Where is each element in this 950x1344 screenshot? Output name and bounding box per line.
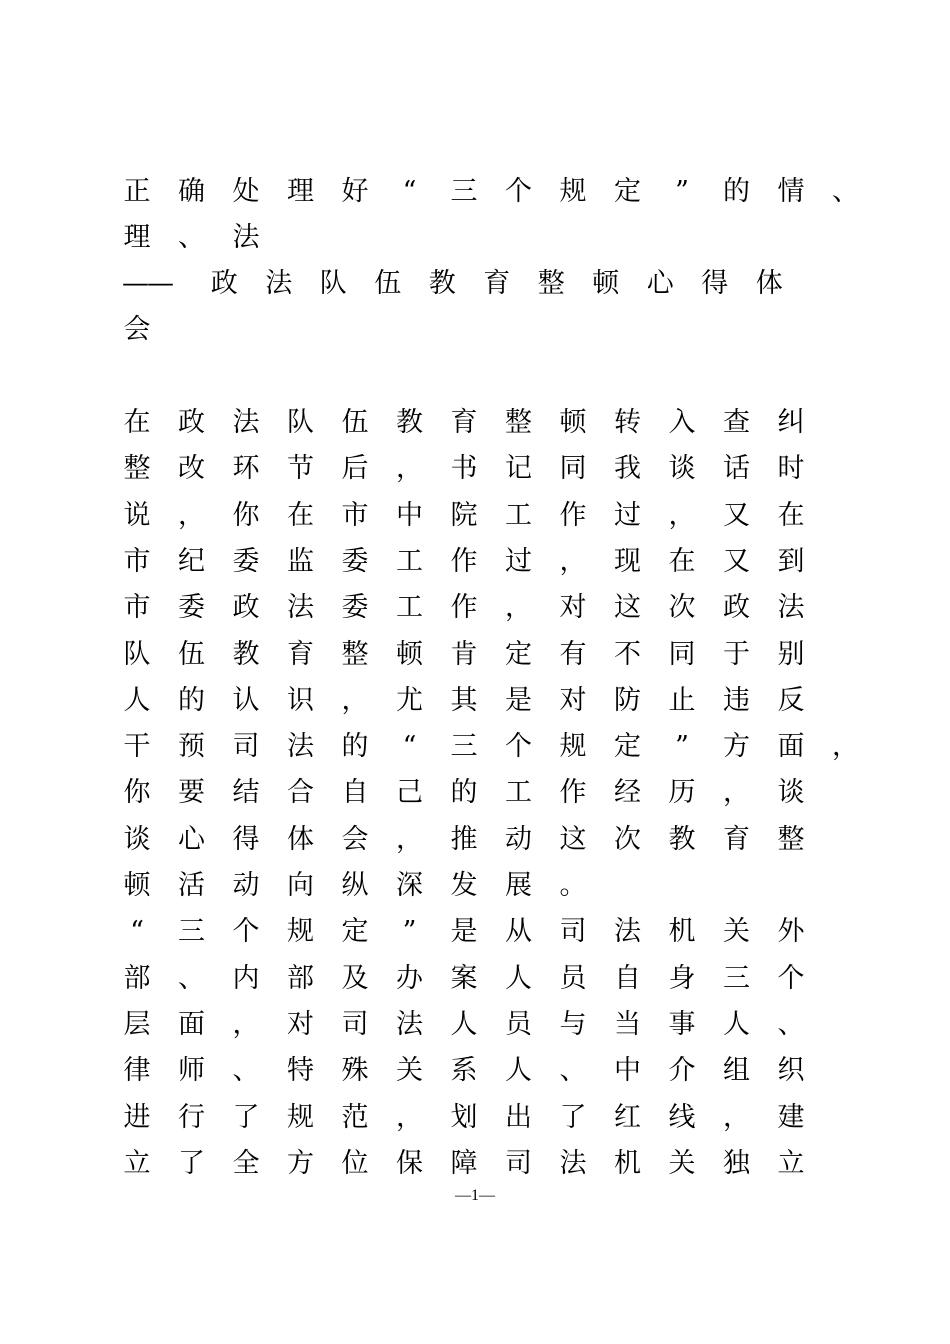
glyph: ， xyxy=(232,1008,260,1040)
glyph: 规 xyxy=(287,1101,314,1133)
glyph: 当 xyxy=(614,1008,641,1040)
glyph: 推 xyxy=(450,823,478,855)
glyph: 伍 xyxy=(341,407,369,438)
glyph: 谈 xyxy=(123,823,151,855)
glyph: 顿 xyxy=(396,638,423,670)
glyph: 政 xyxy=(210,268,238,299)
glyph: 介 xyxy=(668,1055,696,1087)
glyph: 育 xyxy=(723,823,750,855)
glyph: ， xyxy=(505,592,532,624)
glyph: 、 xyxy=(777,1008,805,1040)
glyph: 出 xyxy=(505,1101,532,1133)
glyph: 育 xyxy=(483,268,511,299)
glyph: 确 xyxy=(178,176,205,207)
glyph: 规 xyxy=(559,731,587,763)
glyph: 这 xyxy=(559,823,587,855)
glyph: 得 xyxy=(232,823,260,855)
glyph: 了 xyxy=(559,1101,587,1133)
glyph: 我 xyxy=(614,453,641,485)
glyph: 在 xyxy=(668,545,696,577)
glyph: 司 xyxy=(341,1008,369,1040)
glyph: 队 xyxy=(287,407,314,438)
glyph: 人 xyxy=(450,1008,478,1040)
glyph: 队 xyxy=(123,638,151,670)
glyph: 人 xyxy=(505,962,532,994)
glyph: 整 xyxy=(777,823,805,855)
glyph: 司 xyxy=(559,916,587,948)
glyph: 深 xyxy=(396,870,423,901)
glyph: 面 xyxy=(178,1008,205,1040)
glyph: 系 xyxy=(450,1055,478,1087)
glyph: 独 xyxy=(723,1147,750,1179)
glyph: 教 xyxy=(428,268,456,299)
glyph: 纵 xyxy=(341,870,369,901)
glyph: 定 xyxy=(614,176,641,207)
glyph: 人 xyxy=(123,684,151,716)
glyph: 动 xyxy=(505,823,532,855)
glyph: ， xyxy=(723,777,750,809)
glyph: 历 xyxy=(668,777,696,809)
glyph: 委 xyxy=(341,592,369,624)
glyph: 组 xyxy=(723,1055,750,1087)
glyph: 顿 xyxy=(592,268,620,299)
title-line-1 xyxy=(0,172,950,212)
glyph: 情 xyxy=(777,176,805,207)
glyph: ， xyxy=(832,731,859,763)
glyph: 是 xyxy=(450,916,478,948)
glyph: 教 xyxy=(668,823,696,855)
glyph: 在 xyxy=(777,499,805,531)
glyph: 人 xyxy=(505,1055,532,1087)
glyph: ” xyxy=(402,916,417,948)
glyph: 范 xyxy=(341,1101,369,1133)
glyph: 教 xyxy=(396,407,423,438)
glyph: 到 xyxy=(777,545,805,577)
glyph: 机 xyxy=(668,916,696,948)
glyph: 层 xyxy=(123,1008,151,1040)
glyph: 位 xyxy=(341,1147,369,1179)
body-line xyxy=(0,542,950,582)
glyph: “ xyxy=(402,731,417,763)
glyph: 定 xyxy=(505,638,532,670)
glyph: 自 xyxy=(614,962,641,994)
glyph: 入 xyxy=(668,407,696,438)
glyph: 经 xyxy=(614,777,641,809)
glyph: 作 xyxy=(450,545,478,577)
glyph: 整 xyxy=(505,407,532,438)
glyph: 内 xyxy=(232,962,260,994)
body-line xyxy=(0,773,950,813)
glyph: 作 xyxy=(559,499,587,531)
glyph: 工 xyxy=(396,545,423,577)
glyph: 个 xyxy=(505,176,532,207)
glyph: 的 xyxy=(341,731,369,763)
glyph: 委 xyxy=(341,545,369,577)
glyph: 特 xyxy=(287,1055,314,1087)
glyph: 全 xyxy=(232,1147,260,1179)
glyph: 委 xyxy=(178,592,205,624)
glyph: 动 xyxy=(232,870,260,901)
glyph: 、 xyxy=(178,222,205,253)
glyph: 三 xyxy=(450,731,478,763)
glyph: 顿 xyxy=(559,407,587,438)
glyph: 外 xyxy=(777,916,805,948)
glyph: 工 xyxy=(505,499,532,531)
glyph: 发 xyxy=(450,870,478,901)
glyph: 整 xyxy=(537,268,565,299)
glyph: 关 xyxy=(723,916,750,948)
glyph: 的 xyxy=(178,684,205,716)
glyph: 过 xyxy=(505,545,532,577)
glyph: 后 xyxy=(341,453,369,485)
subtitle-line-2 xyxy=(0,310,950,350)
glyph: 方 xyxy=(287,1147,314,1179)
glyph: 方 xyxy=(723,731,750,763)
glyph: 作 xyxy=(559,777,587,809)
glyph: 、 xyxy=(178,962,205,994)
glyph: 整 xyxy=(341,638,369,670)
glyph: ， xyxy=(559,545,587,577)
body-line xyxy=(0,496,950,536)
glyph: 障 xyxy=(450,1147,478,1179)
glyph: 了 xyxy=(178,1147,205,1179)
body-line xyxy=(0,866,950,906)
glyph: 尤 xyxy=(396,684,423,716)
glyph: 保 xyxy=(396,1147,423,1179)
glyph: 立 xyxy=(777,1147,805,1179)
glyph: 教 xyxy=(232,638,260,670)
glyph: 法 xyxy=(287,592,314,624)
glyph: 了 xyxy=(232,1101,260,1133)
glyph: 案 xyxy=(450,962,478,994)
body-line xyxy=(0,727,950,767)
glyph: 止 xyxy=(668,684,696,716)
glyph: 的 xyxy=(723,176,750,207)
glyph: 关 xyxy=(668,1147,696,1179)
glyph: 法 xyxy=(559,1147,587,1179)
glyph: 个 xyxy=(777,962,805,994)
glyph: 时 xyxy=(777,453,805,485)
body-line xyxy=(0,1144,950,1184)
glyph: ， xyxy=(723,1101,750,1133)
glyph: 又 xyxy=(723,499,750,531)
glyph: 向 xyxy=(287,870,314,901)
glyph: 这 xyxy=(614,592,641,624)
body-line xyxy=(0,449,950,489)
glyph: 工 xyxy=(505,777,532,809)
glyph: 法 xyxy=(396,1008,423,1040)
glyph: 次 xyxy=(614,823,641,855)
glyph: 部 xyxy=(123,962,151,994)
glyph: 法 xyxy=(232,222,260,253)
glyph: 于 xyxy=(723,638,750,670)
glyph: 其 xyxy=(450,684,478,716)
glyph: 司 xyxy=(505,1147,532,1179)
glyph: 预 xyxy=(178,731,205,763)
glyph: 处 xyxy=(232,176,260,207)
glyph: 中 xyxy=(614,1055,641,1087)
glyph: 从 xyxy=(505,916,532,948)
glyph: 心 xyxy=(178,823,205,855)
glyph: 划 xyxy=(450,1101,478,1133)
glyph: 理 xyxy=(123,222,151,253)
glyph: 同 xyxy=(559,453,587,485)
glyph: 肯 xyxy=(450,638,478,670)
glyph: 现 xyxy=(614,545,641,577)
glyph: 谈 xyxy=(668,453,696,485)
glyph: 育 xyxy=(450,407,478,438)
glyph: 及 xyxy=(341,962,369,994)
glyph: 次 xyxy=(668,592,696,624)
glyph: 院 xyxy=(450,499,478,531)
glyph: ” xyxy=(675,731,689,763)
glyph: 法 xyxy=(287,731,314,763)
glyph: 定 xyxy=(341,916,369,948)
glyph: 中 xyxy=(396,499,423,531)
glyph: 你 xyxy=(232,499,260,531)
glyph: 法 xyxy=(232,407,260,438)
glyph: 三 xyxy=(723,962,750,994)
glyph: 书 xyxy=(450,453,478,485)
glyph: 会 xyxy=(341,823,369,855)
glyph: 人 xyxy=(723,1008,750,1040)
glyph: 员 xyxy=(505,1008,532,1040)
glyph: 纠 xyxy=(777,407,805,438)
glyph: 是 xyxy=(505,684,532,716)
glyph: 队 xyxy=(319,268,347,299)
body-line xyxy=(0,1098,950,1138)
glyph: 活 xyxy=(178,870,205,901)
glyph: 政 xyxy=(723,592,750,624)
glyph: ， xyxy=(341,684,369,716)
glyph: 在 xyxy=(123,407,151,438)
glyph: 展 xyxy=(505,870,532,901)
glyph: 政 xyxy=(232,592,260,624)
glyph: ， xyxy=(396,1101,423,1133)
title-line-2 xyxy=(0,218,950,258)
glyph: 说 xyxy=(123,499,151,531)
glyph: 法 xyxy=(614,916,641,948)
glyph: 整 xyxy=(123,453,151,485)
glyph: 市 xyxy=(123,545,151,577)
glyph: 结 xyxy=(232,777,260,809)
glyph: 立 xyxy=(123,1147,151,1179)
glyph: 心 xyxy=(646,268,674,299)
glyph: 过 xyxy=(614,499,641,531)
glyph: 谈 xyxy=(777,777,805,809)
subtitle-line-1 xyxy=(0,264,950,304)
glyph: 节 xyxy=(287,453,314,485)
glyph: 不 xyxy=(614,638,641,670)
glyph: 委 xyxy=(232,545,260,577)
glyph: 行 xyxy=(178,1101,205,1133)
glyph: 对 xyxy=(287,1008,314,1040)
glyph: 违 xyxy=(723,684,750,716)
body-line xyxy=(0,1051,950,1091)
glyph: 又 xyxy=(723,545,750,577)
glyph: 政 xyxy=(178,407,205,438)
glyph: 。 xyxy=(559,870,587,901)
body-line xyxy=(0,588,950,628)
glyph: “ xyxy=(402,176,417,207)
body-line xyxy=(0,1005,950,1045)
glyph: 规 xyxy=(559,176,587,207)
glyph: 市 xyxy=(341,499,369,531)
glyph: 规 xyxy=(287,916,314,948)
glyph: 三 xyxy=(450,176,478,207)
glyph: 师 xyxy=(178,1055,205,1087)
body-line xyxy=(0,403,950,443)
glyph: 查 xyxy=(723,407,750,438)
glyph: 殊 xyxy=(341,1055,369,1087)
glyph: 会 xyxy=(123,314,151,345)
glyph: 办 xyxy=(396,962,423,994)
glyph: 自 xyxy=(341,777,369,809)
glyph: 体 xyxy=(755,268,783,299)
glyph: 的 xyxy=(450,777,478,809)
glyph: 市 xyxy=(123,592,151,624)
glyph: 法 xyxy=(777,592,805,624)
body-line xyxy=(0,959,950,999)
glyph: 面 xyxy=(777,731,805,763)
glyph: 律 xyxy=(123,1055,151,1087)
glyph: 个 xyxy=(505,731,532,763)
glyph: 定 xyxy=(614,731,641,763)
body-line xyxy=(0,635,950,675)
glyph: 干 xyxy=(123,731,151,763)
glyph: 织 xyxy=(777,1055,805,1087)
page-number: —1— xyxy=(455,1187,495,1204)
glyph: 反 xyxy=(777,684,805,716)
glyph: 作 xyxy=(450,592,478,624)
glyph: 建 xyxy=(777,1101,805,1133)
glyph: 顿 xyxy=(123,870,151,901)
glyph: 要 xyxy=(178,777,205,809)
glyph: “ xyxy=(130,916,144,948)
glyph: 身 xyxy=(668,962,696,994)
glyph: 有 xyxy=(559,638,587,670)
glyph: 法 xyxy=(265,268,293,299)
glyph: 进 xyxy=(123,1101,151,1133)
glyph: 防 xyxy=(614,684,641,716)
glyph: 司 xyxy=(232,731,260,763)
glyph: 、 xyxy=(559,1055,587,1087)
glyph: ， xyxy=(178,499,205,531)
glyph: 好 xyxy=(341,176,369,207)
glyph: 同 xyxy=(668,638,696,670)
glyph: 线 xyxy=(668,1101,696,1133)
glyph: 体 xyxy=(287,823,314,855)
glyph: 转 xyxy=(614,407,641,438)
glyph: 认 xyxy=(232,684,260,716)
glyph: 理 xyxy=(287,176,314,207)
subtitle-dash: —— xyxy=(122,268,172,299)
body-line xyxy=(0,820,950,860)
body-line xyxy=(0,912,950,952)
glyph: 对 xyxy=(559,684,587,716)
glyph: 伍 xyxy=(178,638,205,670)
glyph: ， xyxy=(396,823,423,855)
glyph: 别 xyxy=(777,638,805,670)
glyph: 己 xyxy=(396,777,423,809)
glyph: 正 xyxy=(123,176,151,207)
glyph: 识 xyxy=(287,684,314,716)
glyph: 红 xyxy=(614,1101,641,1133)
glyph: 合 xyxy=(287,777,314,809)
body-line xyxy=(0,681,950,721)
glyph: 关 xyxy=(396,1055,423,1087)
glyph: 工 xyxy=(396,592,423,624)
glyph: 、 xyxy=(832,176,859,207)
glyph: 员 xyxy=(559,962,587,994)
glyph: 你 xyxy=(123,777,151,809)
glyph: 话 xyxy=(723,453,750,485)
glyph: 事 xyxy=(668,1008,696,1040)
glyph: 记 xyxy=(505,453,532,485)
glyph: 三 xyxy=(178,916,205,948)
glyph: 监 xyxy=(287,545,314,577)
glyph: ， xyxy=(396,453,423,485)
glyph: 个 xyxy=(232,916,260,948)
glyph: 与 xyxy=(559,1008,587,1040)
glyph: ” xyxy=(675,176,689,207)
glyph: 育 xyxy=(287,638,314,670)
glyph: 得 xyxy=(701,268,729,299)
glyph: 纪 xyxy=(178,545,205,577)
glyph: 改 xyxy=(178,453,205,485)
glyph: 在 xyxy=(287,499,314,531)
glyph: 环 xyxy=(232,453,260,485)
glyph: 机 xyxy=(614,1147,641,1179)
glyph: 、 xyxy=(232,1055,260,1087)
glyph: ， xyxy=(668,499,696,531)
glyph: 对 xyxy=(559,592,587,624)
glyph: 伍 xyxy=(374,268,402,299)
glyph: 部 xyxy=(287,962,314,994)
